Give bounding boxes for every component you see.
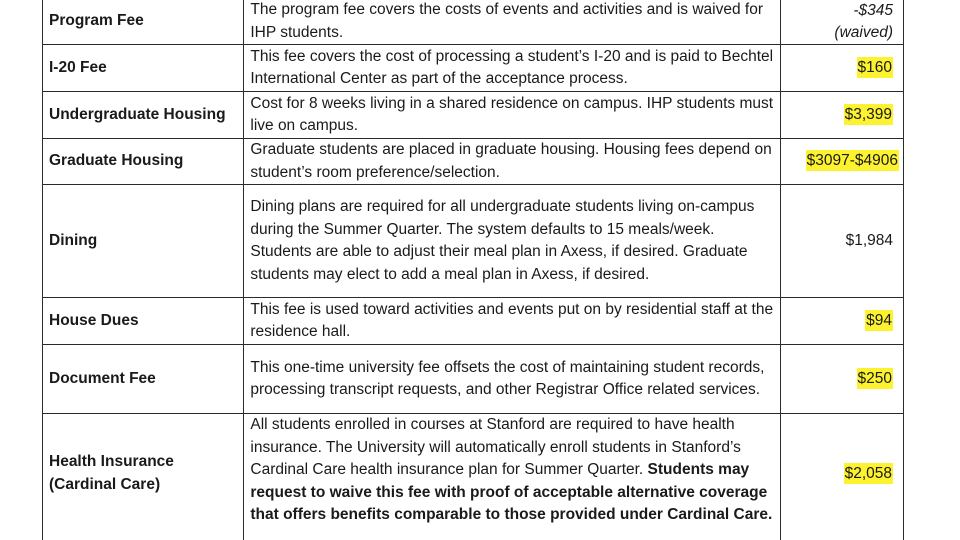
fee-name: Graduate Housing [43,139,244,185]
fee-description: Dining plans are required for all undergraduate students living on-campus during the Summer Quarter. The system defaults to 15 meals/week. Students are able to adjust their meal plan in Axess, if desired. Graduate students may elect to add a meal plan in Axess, if desired. [244,185,780,298]
fee-table [42,0,904,540]
fee-cost-note: (waived) [834,23,893,41]
fee-description-cell [244,414,780,540]
fee-cost-cell [780,45,903,92]
fee-name-subtitle: (Cardinal Care) [49,475,161,493]
fee-name: Program Fee [43,0,244,45]
fee-description: All students enrolled in courses at Stanford are required to have health insurance. The University will automatically enroll students in Stanford’s Cardinal Care health insurance plan for Summer Quarter. [250,416,741,478]
fee-name: I-20 Fee [43,45,244,92]
fee-name-cell [43,414,244,540]
fee-cost: -$345 [853,1,893,19]
fee-cost: $250 [857,369,892,387]
fee-cost-cell [780,92,903,139]
table-row [43,0,904,45]
fee-cost-cell [780,185,903,298]
table-row [43,185,904,298]
fee-description: Cost for 8 weeks living in a shared residence on campus. IHP students must live on campus. [244,92,780,139]
fee-cost: $160 [857,58,892,76]
fee-cost-cell [780,298,903,345]
table-row [43,414,904,540]
fee-cost: $2,058 [844,465,892,482]
fee-cost: $3097-$4906 [806,152,898,170]
fee-cost-cell [780,139,903,185]
fee-description: This fee covers the cost of processing a student’s I-20 and is paid to Bechtel International Center as part of the acceptance process. [244,45,780,92]
table-row [43,45,904,92]
fee-name: Undergraduate Housing [43,92,244,139]
fee-name: Dining [43,185,244,298]
fee-cost: $1,984 [845,231,893,249]
fee-cost-cell [780,414,903,540]
fee-cost-cell [780,0,903,45]
table-row [43,298,904,345]
fee-description: This one-time university fee offsets the cost of maintaining student records, processing transcript requests, and other Registrar Office related services. [244,345,780,414]
fee-name: Document Fee [43,345,244,414]
table-row [43,139,904,185]
fee-cost: $94 [866,311,892,329]
fee-description: Graduate students are placed in graduate housing. Housing fees depend on student’s room preference/selection. [244,139,780,185]
fee-name: House Dues [43,298,244,345]
fee-cost-cell [780,345,903,414]
fee-description: This fee is used toward activities and events put on by residential staff at the residence hall. [244,298,780,345]
table-row [43,92,904,139]
fee-description-bold: Students may request to waive this fee with proof of acceptable alternative coverage that offers benefits comparable to those provided under Cardinal Care. [250,461,773,523]
fee-name: Health Insurance [49,453,174,470]
table-row [43,345,904,414]
fee-cost: $3,399 [844,105,892,123]
fee-description: The program fee covers the costs of events and activities and is waived for IHP students. [244,0,780,45]
